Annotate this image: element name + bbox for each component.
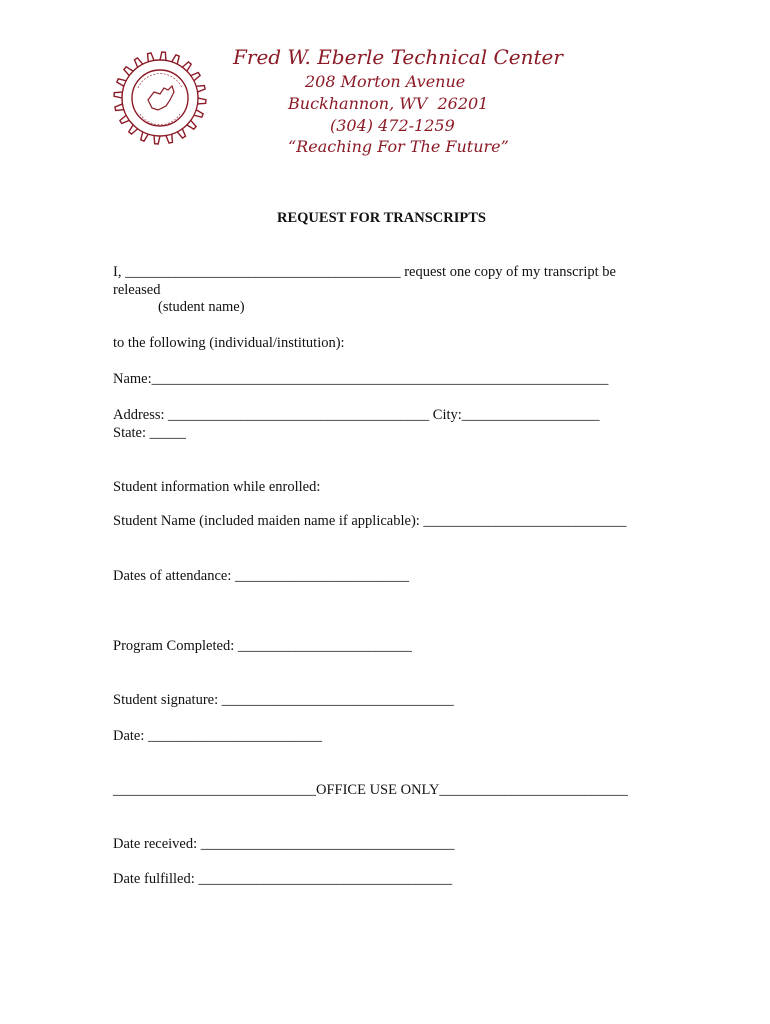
office-use-divider: ____________________________OFFICE USE ONLY__________________________: [113, 782, 628, 798]
program-completed-field[interactable]: Program Completed: ________________________: [113, 638, 412, 654]
form-title: REQUEST FOR TRANSCRIPTS: [277, 210, 486, 226]
org-name: Fred W. Eberle Technical Center: [233, 45, 563, 69]
gear-teeth: [114, 52, 206, 144]
org-phone: (304) 472-1259: [330, 116, 455, 135]
gear-icon: [122, 60, 198, 136]
school-seal-logo: [110, 48, 210, 148]
request-line: I, ______________________________________ request one copy of my transcript be: [113, 264, 616, 280]
org-slogan: “Reaching For The Future”: [288, 137, 509, 156]
date-fulfilled-field[interactable]: Date fulfilled: ___________________________________: [113, 871, 453, 887]
student-name-field[interactable]: Student Name (included maiden name if applicable): ____________________________: [113, 513, 627, 529]
recipient-heading: to the following (individual/institution):: [113, 335, 345, 351]
west-virginia-state-icon: [148, 86, 174, 110]
org-city-state: Buckhannon, WV 26201: [288, 94, 489, 113]
enrollment-info-heading: Student information while enrolled:: [113, 479, 321, 495]
recipient-name-field[interactable]: Name:_______________________________________________________________: [113, 371, 609, 387]
recipient-address-field[interactable]: Address: ____________________________________ City:___________________: [113, 407, 600, 423]
released-text: released: [113, 282, 161, 298]
student-signature-field[interactable]: Student signature: ________________________________: [113, 692, 454, 708]
recipient-state-field[interactable]: State: _____: [113, 425, 186, 441]
date-received-field[interactable]: Date received: ___________________________________: [113, 836, 455, 852]
student-name-hint: (student name): [158, 299, 245, 315]
date-field[interactable]: Date: ________________________: [113, 728, 323, 744]
org-address: 208 Morton Avenue: [305, 72, 466, 91]
attendance-dates-field[interactable]: Dates of attendance: ________________________: [113, 568, 409, 584]
